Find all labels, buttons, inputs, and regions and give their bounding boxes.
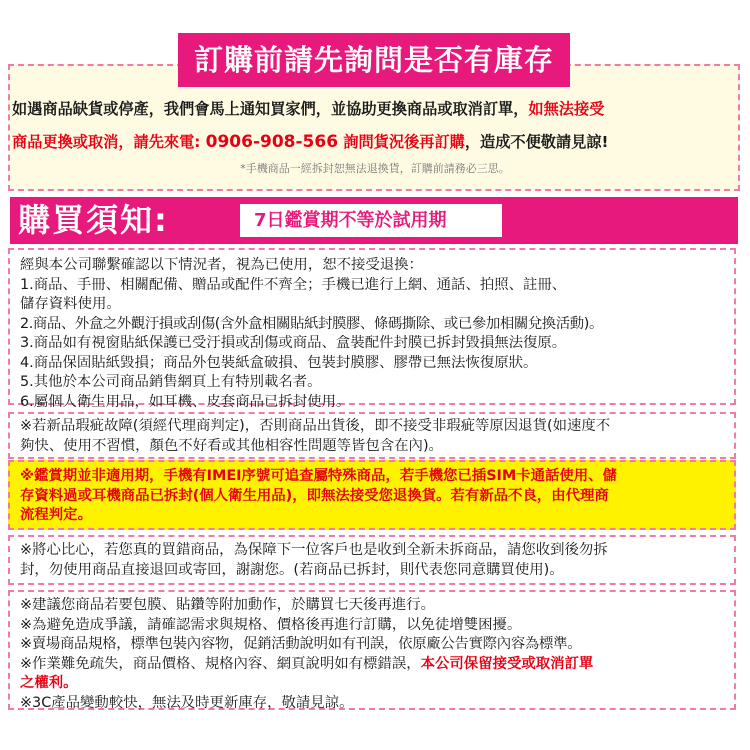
stock-notice-title: 訂購前請先詢問是否有庫存 bbox=[178, 33, 570, 87]
general-note-line: 之權利。 bbox=[20, 675, 78, 691]
wrong-purchase-line: ※將心比心，若您真的買錯商品，為保障下一位客戶也是收到全新未拆商品，請您收到後勿拆 bbox=[20, 542, 608, 558]
stock-notice-line1-text: 如遇商品缺貨或停產，我們會馬上通知買家們，並協助更換商品或取消訂單， bbox=[12, 100, 529, 118]
wrong-purchase-line: 封，勿使用商品直接退回或寄回，謝謝您。(若商品已拆封，則代表您同意購買使用)。 bbox=[20, 561, 564, 578]
appreciation-line1 bbox=[20, 467, 724, 487]
general-note-line bbox=[20, 655, 724, 675]
purchase-notice-subtitle: 7日鑑賞期不等於試用期 bbox=[240, 204, 502, 237]
general-note-line4-text: ※作業難免疏失，商品價格、規格內容、網頁說明如有標錯誤， bbox=[20, 655, 421, 672]
appreciation-line2-a: 存資料過或 bbox=[20, 487, 92, 504]
return-condition-line: 2.商品、外盒之外觀汙損或刮傷(含外盒相關貼紙封膜膠、條碼撕除、或已參加相關兌換活動)。 bbox=[20, 315, 603, 332]
stock-notice-footnote: *手機商品一經拆封恕無法退換貨，訂購前請務必三思。 bbox=[240, 162, 510, 175]
general-note-line: ※賣場商品規格，標準包裝內容物，促銷活動說明如有刊誤，依原廠公告實際內容為標準。 bbox=[20, 636, 582, 652]
return-condition-line: 1.商品、手冊、相關配備、贈品或配件不齊全；手機已進行上網、通話、拍照、註冊、 bbox=[20, 276, 567, 293]
general-note-line: ※建議您商品若要包膜、貼鑽等附加動作，於購買七天後再進行。 bbox=[20, 597, 435, 613]
general-note-line: ※為避免造成爭議，請確認需求與規格、價格後再進行訂購，以免徒增雙困擾。 bbox=[20, 616, 522, 633]
stock-notice-line2-text: ，造成不便敬請見諒! bbox=[464, 133, 609, 151]
return-condition-line: 儲存資料使用。 bbox=[20, 296, 121, 312]
defect-policy-box bbox=[8, 412, 736, 459]
return-condition-line: 5.其他於本公司商品銷售網頁上有特別載名者。 bbox=[20, 374, 322, 390]
stock-notice-line2-ask: 詢問貨況後再訂購 bbox=[338, 133, 465, 151]
return-condition-line: 6.屬個人衛生用品，如耳機、皮套商品已拆封使用。 bbox=[20, 393, 351, 410]
appreciation-line3: 流程判定。 bbox=[20, 507, 92, 523]
stock-notice-line2-highlight: 商品更換或取消，請先來電: bbox=[12, 133, 206, 151]
return-condition-line: 3.商品如有視窗貼紙保護已受汙損或刮傷或商品、盒裝配件封膜已拆封毀損無法復原。 bbox=[20, 335, 567, 351]
appreciation-period-box bbox=[8, 460, 736, 530]
defect-policy-line: 夠快、使用不習慣，顏色不好看或其他相容性問題等皆包含在內)。 bbox=[20, 437, 443, 454]
phone-number: 0906-908-566 bbox=[205, 132, 339, 152]
appreciation-line2 bbox=[20, 487, 724, 507]
return-condition-line: 經與本公司聯繫確認以下情況者，視為已使用，恕不接受退換： bbox=[20, 257, 423, 273]
purchase-notice-title: 購買須知: bbox=[18, 201, 169, 239]
defect-policy-line: ※若新品瑕疵故障(須經代理商判定)，否則商品出貨後，即不接受非瑕疵等原因退貨(如速度不 bbox=[20, 418, 611, 434]
general-notes-box bbox=[8, 590, 736, 710]
stock-notice-line2 bbox=[12, 131, 742, 152]
appreciation-line1-b: 若手機您已插SIM卡通話使用、儲 bbox=[399, 468, 617, 484]
purchase-notice-header bbox=[10, 197, 738, 244]
stock-notice-line1-highlight: 如無法接受 bbox=[528, 100, 605, 118]
wrong-purchase-box bbox=[8, 535, 736, 585]
return-conditions-box bbox=[8, 248, 736, 410]
return-condition-line: 4.商品保固貼紙毀損；商品外包裝紙盒破損、包裝封膜膠、膠帶已無法恢復原狀。 bbox=[20, 354, 538, 371]
appreciation-line1-a: ※鑑賞期並非適用期，手機有IMEI序號可追查屬特殊商品， bbox=[20, 468, 400, 484]
general-note-line4-highlight: 本公司保留接受或取消訂單 bbox=[420, 655, 594, 672]
general-note-line: ※3C產品變動較快，無法及時更新庫存，敬請見諒。 bbox=[20, 694, 354, 711]
stock-notice-line1 bbox=[12, 98, 742, 119]
appreciation-line2-b: 耳機商品已拆封(個人衛生用品)，即無法接受您退換貨。若有新品不良，由代理商 bbox=[91, 487, 609, 504]
